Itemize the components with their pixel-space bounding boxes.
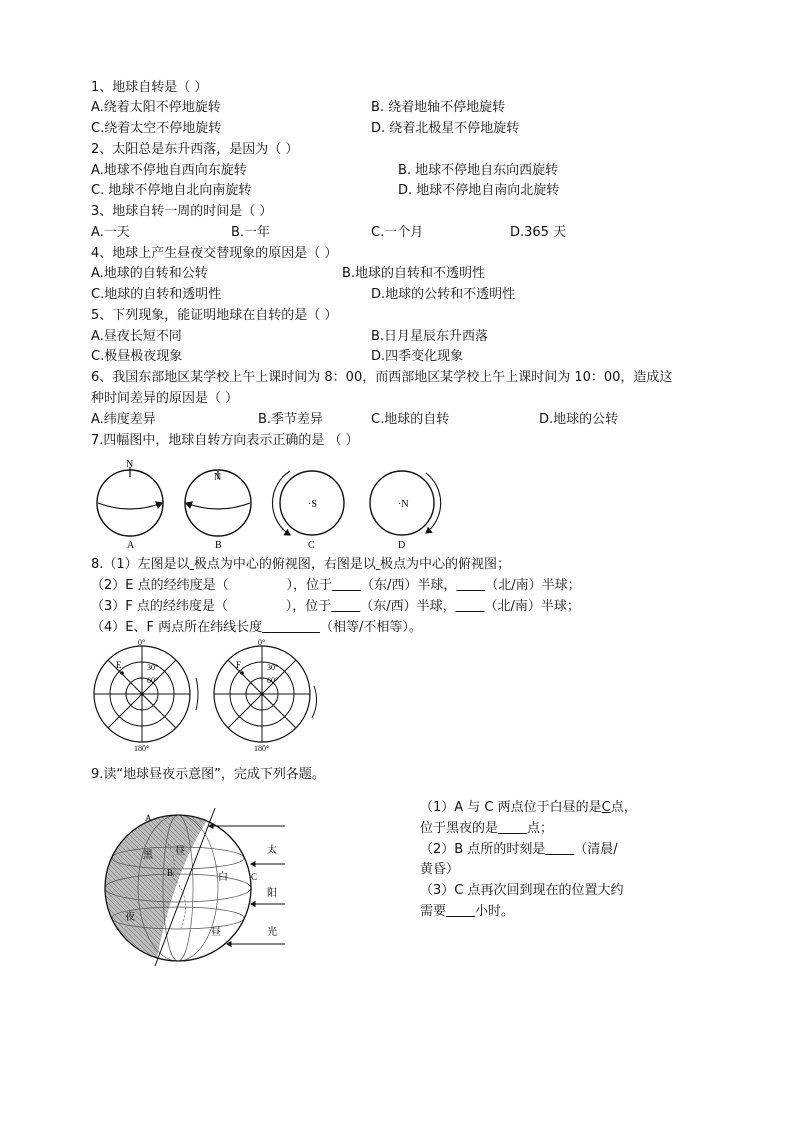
q4-stem: 4、地球上产生昼夜交替现象的原因是（ ） [91, 246, 338, 261]
q8-line1-part2: 极点为中心的俯视图，右图是以 [193, 557, 376, 572]
q9-label-sun2: 阳 [267, 888, 277, 899]
q9-day-night-figure [103, 808, 293, 966]
q3-option-d: D.365 天 [510, 225, 567, 240]
q9-label-sun1: 太 [267, 845, 277, 856]
q1-option-c: C.绕着太空不停地旋转 [91, 121, 222, 136]
q7-fig-c-label: C [308, 540, 315, 551]
q9-part2-options: （清晨/ [574, 842, 618, 857]
q1-stem: 1、地球自转是（ ） [91, 80, 208, 95]
q9-label-night1: 黑 [143, 850, 153, 861]
q3-option-b: B.一年 [231, 225, 271, 240]
q9-part2-line2: 黄昏） [420, 862, 460, 877]
q8-line4-part2: （相等/不相等）。 [319, 620, 422, 635]
q7-figure-b [185, 470, 251, 551]
q7-figure-a [97, 459, 163, 551]
q8-line3-part3: （东/西）半球， [360, 599, 456, 614]
q8-polar-right [214, 638, 317, 753]
q4-option-b: B.地球的自转和不透明性 [342, 266, 486, 281]
q9-part2-line1 [420, 841, 618, 858]
q8-blank-e-ns [456, 578, 485, 593]
q8-line1-part3: 极点为中心的俯视图； [379, 557, 510, 572]
q9-label-day2: 白 [218, 872, 228, 883]
q8-line2-part2: ），位于 [286, 578, 332, 593]
q8-line3-part1: （3）F 点的经纬度是（ [91, 599, 228, 614]
q3-option-a: A.一天 [91, 225, 130, 240]
q3-option-c: C.一个月 [371, 225, 424, 240]
q8-left-label-60: 60° [147, 676, 159, 685]
q2-option-c: C. 地球不停地自北向南旋转 [91, 183, 252, 198]
q8-line4 [91, 619, 422, 636]
q7-figure-c [272, 471, 344, 551]
q9-part3-hours: 小时。 [474, 904, 514, 919]
q8-line3 [91, 598, 580, 615]
q5-option-c: C.极昼极夜现象 [91, 349, 183, 364]
q8-line2-part4: （北/南）半球； [485, 578, 581, 593]
q8-line3-part2: ），位于 [285, 599, 332, 614]
q7-stem: 7.四幅图中，地球自转方向表示正确的是 （ ） [91, 433, 359, 448]
q2-option-a: A.地球不停地自西向东旋转 [91, 163, 247, 178]
q7-fig-a-label: A [127, 540, 135, 551]
q8-line2-part3: （东/西）半球， [360, 578, 457, 593]
q8-line2-part1: （2）E 点的经纬度是（ [91, 578, 229, 593]
q5-option-d: D.四季变化现象 [371, 349, 464, 364]
q7-fig-c-pole: ·S [308, 499, 317, 510]
q7-fig-b-label: B [215, 540, 222, 551]
q4-option-d: D.地球的公转和不透明性 [371, 287, 516, 302]
q9-label-day1: 昼 [175, 846, 185, 857]
q8-blank-e-coords [229, 578, 287, 593]
q4-option-a: A.地球的自转和公转 [91, 266, 208, 281]
q1-option-d: D. 绕着北极星不停地旋转 [371, 121, 520, 136]
q8-line1-part1: 8.（1）左图是以 [91, 557, 190, 572]
q9-point-c: C [251, 872, 258, 882]
q9-part1-line2 [420, 820, 553, 837]
q8-blank-f-coords [228, 599, 286, 614]
q8-right-point-f: F [236, 660, 242, 670]
q2-option-b: B. 地球不停地自东向西旋转 [398, 163, 559, 178]
q9-part1-night-suffix: 点； [526, 821, 553, 836]
q8-line1 [91, 556, 510, 573]
q8-right-label-0: 0° [258, 638, 266, 647]
q9-part3-line2 [420, 903, 514, 920]
q9-label-night2: 夜 [125, 912, 135, 923]
q9-blank-time [545, 842, 574, 857]
q9-part1-line1 [420, 799, 637, 816]
q2-stem: 2、太阳总是东升西落，是因为（ ） [91, 142, 299, 157]
q8-blank-e-ew [332, 578, 361, 593]
q8-left-label-180: 180° [134, 744, 150, 753]
q7-fig-a-pole: N [126, 459, 134, 470]
q9-stem: 9.读“地球昼夜示意图”，完成下列各题。 [91, 767, 325, 782]
q8-blank-latitude-length [262, 620, 320, 635]
q9-part1-answer: C [601, 800, 611, 815]
q7-fig-d-label: D [398, 540, 406, 551]
q9-part2-text: （2）B 点所的时刻是 [420, 842, 546, 857]
q9-blank-hours [446, 904, 475, 919]
q7-fig-d-pole: ·N [398, 499, 409, 510]
q6-stem-line2: 种时间差异的原因是（ ） [91, 391, 239, 406]
q6-option-c: C.地球的自转 [371, 412, 450, 427]
q5-option-b: B.日月星辰东升西落 [371, 329, 489, 344]
q8-left-point-e: E [116, 660, 122, 670]
q8-right-label-180: 180° [254, 744, 270, 753]
q8-line3-part4: （北/南）半球； [484, 599, 580, 614]
q6-option-d: D.地球的公转 [539, 412, 619, 427]
q8-blank-f-ew [331, 599, 360, 614]
q9-label-day3: 昼 [211, 927, 221, 938]
q7-figure-d [370, 471, 441, 551]
q8-left-label-0: 0° [138, 638, 146, 647]
q9-part3-need: 需要 [420, 904, 447, 919]
q8-right-label-60: 60° [267, 676, 279, 685]
q8-line2 [91, 577, 581, 594]
q8-line4-part1: （4）E、F 两点所在纬线长度 [91, 620, 263, 635]
q8-blank-f-ns [456, 599, 485, 614]
q8-right-label-30: 30° [267, 663, 279, 672]
q5-option-a: A.昼夜长短不同 [91, 329, 182, 344]
q9-point-a: A [145, 813, 152, 823]
q5-stem: 5、下列现象，能证明地球在自转的是（ ） [91, 308, 338, 323]
q9-part3-line1: （3）C 点再次回到现在的位置大约 [420, 883, 624, 898]
q4-option-c: C.地球的自转和透明性 [91, 287, 222, 302]
q3-stem: 3、地球自转一周的时间是（ ） [91, 204, 273, 219]
q8-polar-left [94, 638, 198, 753]
q1-option-b: B. 绕着地轴不停地旋转 [371, 100, 506, 115]
q9-part1-suffix: 点， [610, 800, 637, 815]
q1-option-a: A.绕着太阳不停地旋转 [91, 100, 221, 115]
q6-stem-line1: 6、我国东部地区某学校上午上课时间为 8：00，而西部地区某学校上午上课时间为 10：00，造成这 [91, 370, 673, 385]
q7-fig-b-pole: N [214, 472, 222, 483]
q7-rotation-figures [90, 455, 450, 550]
q9-point-b: B [167, 868, 174, 878]
q2-option-d: D. 地球不停地自南向北旋转 [398, 183, 560, 198]
q8-left-label-30: 30° [147, 663, 159, 672]
q9-part1-text: （1）A 与 C 两点位于白昼的是 [420, 800, 602, 815]
q9-label-sun3: 光 [267, 927, 277, 938]
q9-blank-night-point [498, 821, 527, 836]
q6-option-b: B.季节差异 [258, 412, 324, 427]
q9-part1-night-text: 位于黑夜的是 [420, 821, 499, 836]
q8-polar-figures [92, 638, 332, 756]
q6-option-a: A.纬度差异 [91, 412, 156, 427]
